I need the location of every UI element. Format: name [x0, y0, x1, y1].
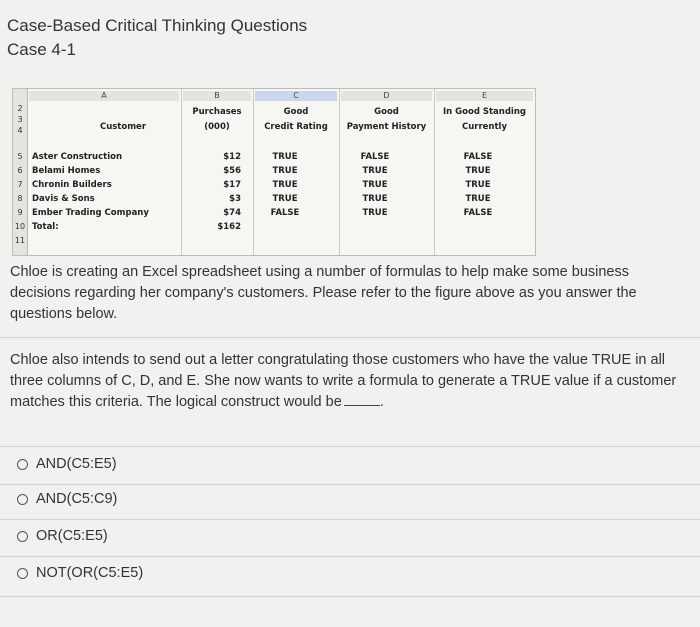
header-standing-1: In Good Standing	[443, 107, 526, 117]
radio-icon[interactable]	[17, 494, 28, 505]
credit-cell: TRUE	[272, 180, 298, 190]
total-label: Total:	[32, 222, 59, 232]
row-number: 10	[14, 222, 26, 231]
row-number: 2	[17, 104, 23, 113]
header-good-payment-1: Good	[374, 107, 399, 117]
column-header-b: B	[183, 91, 251, 101]
column-header-e: E	[436, 91, 533, 101]
credit-cell: TRUE	[272, 152, 298, 162]
header-good-payment-2: Payment History	[346, 122, 427, 132]
standing-cell: TRUE	[465, 194, 491, 204]
option-label: AND(C5:C9)	[36, 491, 118, 507]
purchases-cell: $74	[223, 208, 241, 218]
row-number: 9	[17, 208, 23, 217]
row-number: 4	[17, 126, 23, 135]
column-header-d: D	[341, 91, 432, 101]
option-not-or-c5-e5[interactable]	[17, 565, 143, 581]
purchases-cell: $12	[223, 152, 241, 162]
radio-icon[interactable]	[17, 568, 28, 579]
answer-blank	[344, 405, 380, 406]
header-good-credit-1: Good	[283, 107, 309, 117]
customer-cell: Belami Homes	[32, 166, 101, 176]
spreadsheet-figure	[12, 88, 536, 256]
standing-cell: FALSE	[463, 152, 493, 162]
column-header-c: C	[255, 91, 337, 101]
question-paragraph	[10, 350, 698, 413]
payment-cell: FALSE	[360, 152, 390, 162]
question-title: Case-Based Critical Thinking Questions	[7, 16, 308, 35]
header-standing-2: Currently	[461, 122, 507, 132]
payment-cell: TRUE	[362, 194, 388, 204]
standing-cell: TRUE	[465, 166, 491, 176]
option-label: NOT(OR(C5:E5)	[36, 565, 144, 581]
option-label: AND(C5:E5)	[36, 456, 117, 472]
option-or-c5-e5[interactable]	[17, 528, 108, 544]
payment-cell: TRUE	[362, 166, 388, 176]
payment-cell: TRUE	[362, 180, 388, 190]
option-and-c5-e5[interactable]	[17, 456, 117, 472]
standing-cell: TRUE	[465, 180, 491, 190]
header-purchases-unit: (000)	[204, 122, 230, 132]
total-value: $162	[217, 222, 241, 232]
purchases-cell: $17	[223, 180, 241, 190]
purchases-cell: $56	[223, 166, 241, 176]
case-label: Case 4-1	[7, 40, 76, 59]
customer-cell: Chronin Builders	[32, 180, 112, 190]
option-and-c5-c9[interactable]	[17, 491, 117, 507]
purchases-cell: $3	[229, 194, 241, 204]
row-number: 11	[14, 236, 26, 245]
credit-cell: TRUE	[272, 166, 298, 176]
header-good-credit-2: Credit Rating	[264, 122, 328, 132]
intro-paragraph: Chloe is creating an Excel spreadsheet using a number of formulas to help make some business decisions regarding her company's customers. Please refer to the figure above as you answer the questions below.	[10, 264, 637, 322]
row-number: 6	[17, 166, 23, 175]
customer-cell: Davis & Sons	[32, 194, 95, 204]
radio-icon[interactable]	[17, 459, 28, 470]
customer-cell: Ember Trading Company	[32, 208, 149, 218]
row-number: 8	[17, 194, 23, 203]
header-purchases: Purchases	[192, 107, 242, 117]
option-label: OR(C5:E5)	[36, 528, 108, 544]
radio-icon[interactable]	[17, 531, 28, 542]
row-number: 7	[17, 180, 23, 189]
column-header-a: A	[29, 91, 179, 101]
payment-cell: TRUE	[362, 208, 388, 218]
row-number: 3	[17, 115, 23, 124]
header-customer: Customer	[99, 122, 147, 132]
credit-cell: TRUE	[272, 194, 298, 204]
question-end: .	[379, 394, 384, 410]
row-number: 5	[17, 152, 23, 161]
credit-cell: FALSE	[270, 208, 300, 218]
standing-cell: FALSE	[463, 208, 493, 218]
question-text: Chloe also intends to send out a letter congratulating those customers who have the value TRUE in all three columns of C, D, and E. She now wants to write a formula to generate a TRUE value if a customer matches this criteria. The logical construct would be	[10, 352, 677, 410]
customer-cell: Aster Construction	[32, 152, 123, 162]
